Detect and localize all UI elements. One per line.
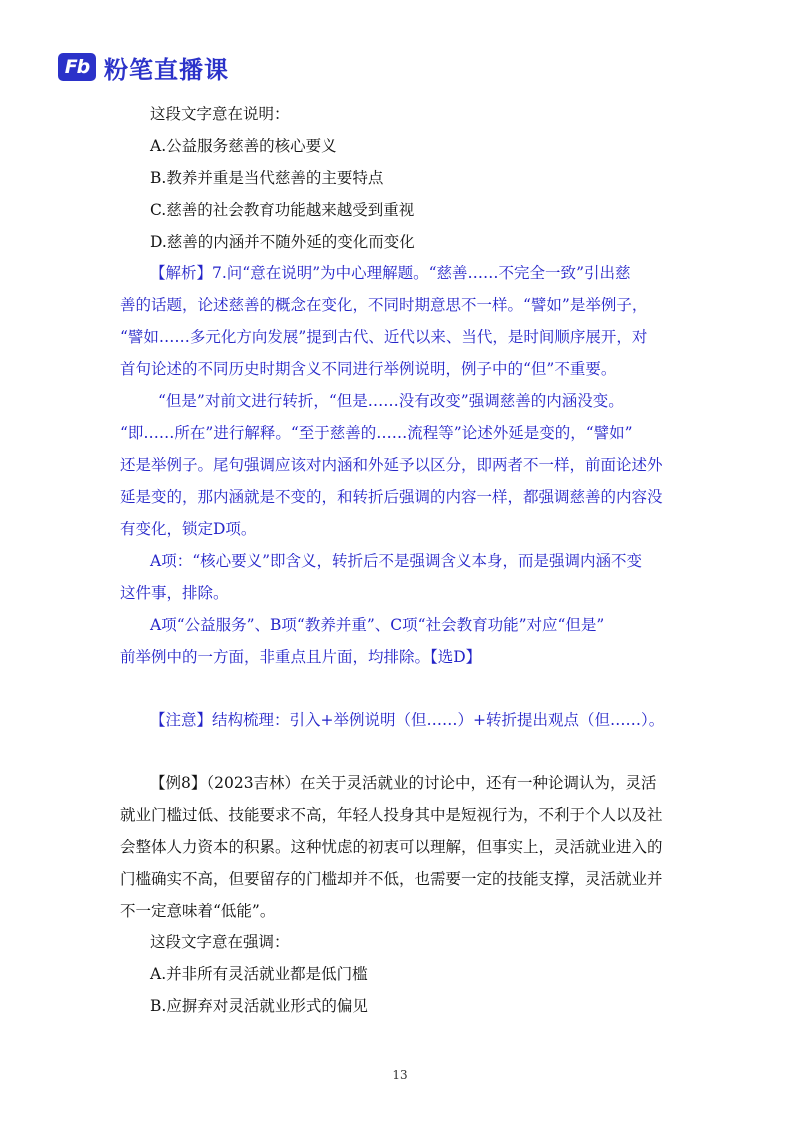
ex8-passage-line: 门槛确实不高，但要留存的门槛却并不低，也需要一定的技能支撑，灵活就业并 (120, 870, 663, 888)
ex7-option-c: C.慈善的社会教育功能越来越受到重视 (150, 201, 415, 219)
brand-name: 粉笔直播课 (104, 55, 229, 84)
ex7-note: 【注意】结构梳理：引入+举例说明（但……）+转折提出观点（但……）。 (150, 711, 665, 729)
ex7-question: 这段文字意在说明： (150, 105, 290, 123)
ex7-analysis-line: “但是”对前文进行转折，“但是……没有改变”强调慈善的内涵没变。 (158, 392, 624, 410)
ex7-option-b: B.教养并重是当代慈善的主要特点 (150, 169, 384, 187)
ex7-analysis-line: 【解析】7.问“意在说明”为中心理解题。“慈善……不完全一致”引出慈 (150, 264, 631, 282)
ex8-passage-line: 会整体人力资本的积累。这种忧虑的初衷可以理解，但事实上，灵活就业进入的 (120, 838, 663, 856)
ex7-analysis-line: A项：“核心要义”即含义，转折后不是强调含义本身，而是强调内涵不变 (150, 552, 643, 570)
ex7-analysis-line: 延是变的，那内涵就是不变的，和转折后强调的内容一样，都强调慈善的内容没 (120, 488, 663, 506)
ex8-passage-line: 不一定意味着“低能”。 (120, 902, 276, 920)
page-number: 13 (392, 1068, 408, 1082)
ex8-passage-line: 就业门槛过低、技能要求不高，年轻人投身其中是短视行为，不利于个人以及社 (120, 806, 663, 824)
ex7-analysis-line: “譬如……多元化方向发展”提到古代、近代以来、当代，是时间顺序展开，对 (120, 328, 648, 346)
ex8-option-a: A.并非所有灵活就业都是低门槛 (150, 965, 368, 983)
ex7-analysis-line: 这件事，排除。 (120, 584, 229, 602)
ex7-analysis-line: “即……所在”进行解释。“至于慈善的……流程等”论述外延是变的，“譬如” (120, 424, 633, 442)
ex8-option-b: B.应摒弃对灵活就业形式的偏见 (150, 997, 368, 1015)
ex8-passage-line: 【例8】（2023吉林）在关于灵活就业的讨论中，还有一种论调认为，灵活 (150, 774, 657, 792)
ex7-analysis-line: A项“公益服务”、B项“教养并重”、C项“社会教育功能”对应“但是” (150, 616, 605, 634)
ex7-analysis-line: 首句论述的不同历史时期含义不同进行举例说明，例子中的“但”不重要。 (120, 360, 617, 378)
ex7-analysis-line: 有变化，锁定D项。 (120, 520, 257, 538)
brand-logo (58, 50, 229, 84)
ex7-option-d: D.慈善的内涵并不随外延的变化而变化 (150, 233, 415, 251)
ex7-analysis-line: 前举例中的一方面，非重点且片面，均排除。【选D】 (120, 648, 482, 666)
ex8-question: 这段文字意在强调： (150, 933, 290, 951)
ex7-analysis-line: 善的话题，论述慈善的概念在变化，不同时期意思不一样。“譬如”是举例子， (120, 296, 648, 314)
ex7-option-a: A.公益服务慈善的核心要义 (150, 137, 337, 155)
ex7-analysis-line: 还是举例子。尾句强调应该对内涵和外延予以区分，即两者不一样，前面论述外 (120, 456, 663, 474)
fb-logo-mark: Fb (58, 53, 96, 81)
